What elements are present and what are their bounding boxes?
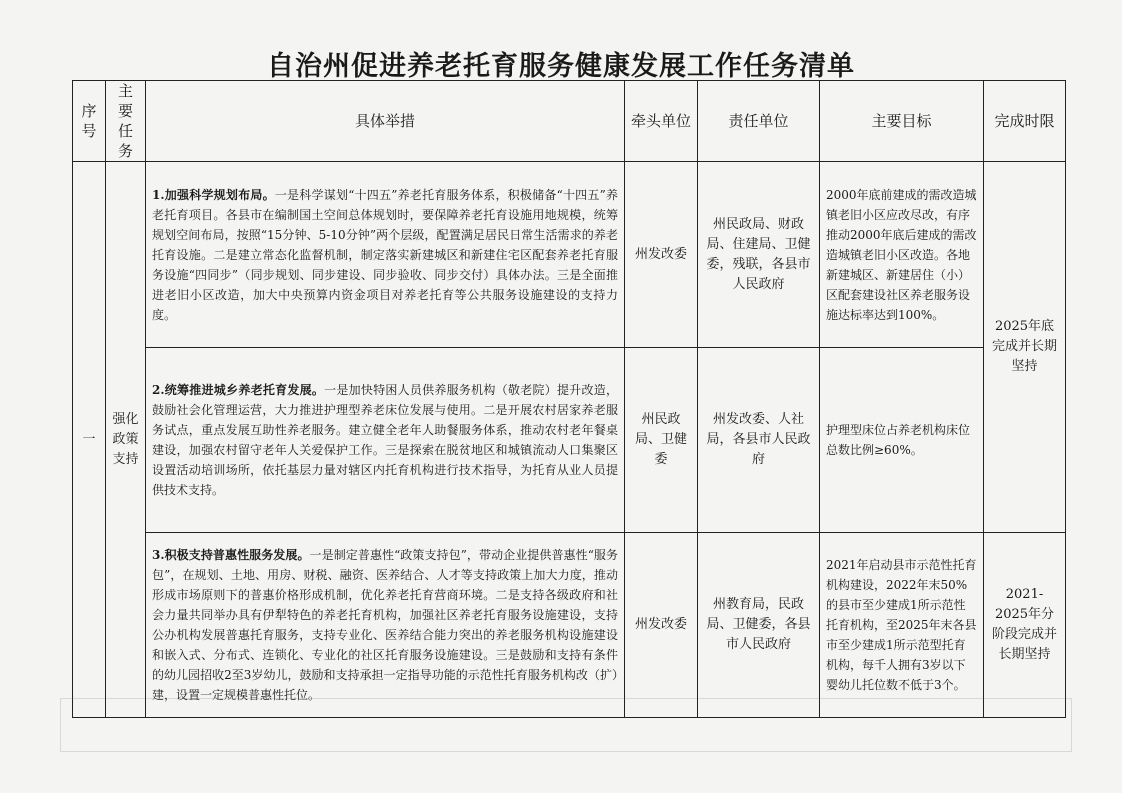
bleed-through-border — [60, 698, 1072, 752]
main-goal: 2000年底前建成的需改造城镇老旧小区应改尽改，有序推动2000年底后建成的需改造城镇老旧小区改造。各地新建城区、新建居住（小）区配套建设社区养老服务设施达标率达到100%。 — [820, 162, 984, 348]
measure-text: 一是制定普惠性“政策支持包”，带动企业提供普惠性“服务包”，在规划、土地、用房、财税、融资、医养结合、人才等支持政策上加大力度，推动形成市场原则下的普惠价格形成机制，优化养老托育营商环境。二是支持各级政府和社会力量共同举办具有伊犁特色的养老托育机构，加强社区养老托育服务设施建设，支持公办机构发展普惠托育服务，支持专业化、医养结合能力突出的养老服务机构设施建设和嵌入式、分布式、连锁化、专业化的社区托育服务设施建设。三是鼓励和支持有条件的幼儿园招收2至3岁幼儿，鼓励和支持承担一定指导功能的示范性托育服务机构改（扩）建，设置一定规模普惠性托位。 — [152, 548, 618, 702]
table-row — [73, 162, 1066, 348]
group-task: 强化政策支持 — [106, 162, 146, 718]
measure-heading: 3.积极支持普惠性服务发展。 — [152, 548, 310, 562]
header-task: 主要任务 — [106, 81, 146, 162]
deadline-cell: 2025年底完成并长期坚持 — [984, 162, 1066, 533]
document-title: 自治州促进养老托育服务健康发展工作任务清单 — [267, 51, 855, 82]
table-header-row — [73, 81, 1066, 162]
deadline-cell: 2021-2025年分阶段完成并长期坚持 — [984, 533, 1066, 718]
measure-heading: 2.统筹推进城乡养老托育发展。 — [152, 383, 325, 397]
responsible-units: 州发改委、人社局，各县市人民政府 — [698, 348, 820, 533]
header-resp: 责任单位 — [698, 81, 820, 162]
lead-unit: 州民政局、卫健委 — [625, 348, 698, 533]
group-no: 一 — [73, 162, 106, 718]
header-measure: 具体举措 — [146, 81, 625, 162]
bleed-through-header — [60, 700, 1070, 752]
table-row — [73, 533, 1066, 718]
measure-text: 一是加快特困人员供养服务机构（敬老院）提升改造，鼓励社会化管理运营，大力推进护理型养老床位发展与使用。二是开展农村居家养老服务试点，重点发展互助性养老服务。建立健全老年人助餐服务体系，推动农村老年餐桌建设，加强农村留守老年人关爱保护工作。三是探索在脱贫地区和城镇流动人口集聚区设置活动培训场所，依托基层力量对辖区内托育机构进行技术指导，为托育从业人员提供技术支持。 — [152, 383, 618, 497]
header-no: 序号 — [73, 81, 106, 162]
header-goal: 主要目标 — [820, 81, 984, 162]
lead-unit: 州发改委 — [625, 162, 698, 348]
main-goal: 护理型床位占养老机构床位总数比例≥60%。 — [820, 348, 984, 533]
measure-heading: 1.加强科学规划布局。 — [152, 187, 275, 202]
responsible-units: 州教育局，民政局、卫健委，各县市人民政府 — [698, 533, 820, 718]
table-row — [73, 348, 1066, 533]
task-table — [72, 80, 1066, 718]
header-deadline: 完成时限 — [984, 81, 1066, 162]
main-goal: 2021年启动县市示范性托育机构建设，2022年末50%的县市至少建成1所示范性托育机构，至2025年末各县市至少建成1所示范型托育机构，每千人拥有3岁以下婴幼儿托位数不低于3个。 — [820, 533, 984, 718]
lead-unit: 州发改委 — [625, 533, 698, 718]
responsible-units: 州民政局、财政局、住建局、卫健委，残联，各县市人民政府 — [698, 162, 820, 348]
measure-cell — [146, 162, 625, 348]
measure-cell — [146, 348, 625, 533]
header-lead: 牵头单位 — [625, 81, 698, 162]
measure-cell — [146, 533, 625, 718]
measure-text: 一是科学谋划“十四五”养老托育服务体系，积极储备“十四五”养老托育项目。各县市在编制国土空间总体规划时，要保障养老托育设施用地规模，统筹规划空间布局，按照“15分钟、5-10分钟”两个层级，配置满足居民日常生活需求的养老托育设施。二是建立常态化监督机制，制定落实新建城区和新建住宅区配套养老托育服务设施“四同步”（同步规划、同步建设、同步验收、同步交付）具体办法。三是全面推进老旧小区改造，加大中央预算内资金项目对养老托育等公共服务设施建设的支持力度。 — [152, 187, 619, 322]
